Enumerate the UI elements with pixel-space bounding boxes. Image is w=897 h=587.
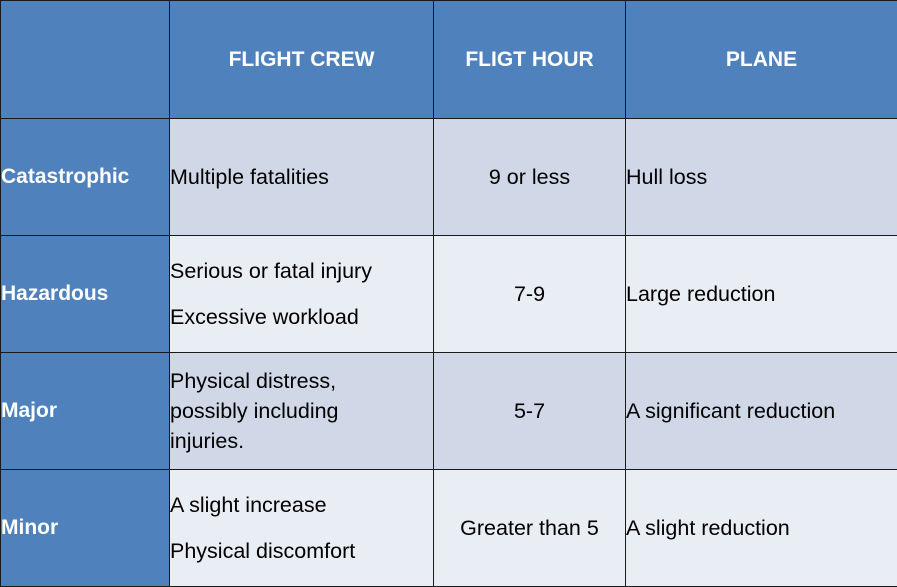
table-row-hazardous xyxy=(1,236,897,353)
flight-crew-cell xyxy=(170,470,434,587)
plane-cell: A significant reduction xyxy=(626,353,897,470)
plane-cell: Hull loss xyxy=(626,119,897,236)
header-plane: PLANE xyxy=(626,1,897,119)
flight-crew-line: A slight increase xyxy=(170,493,327,517)
flight-crew-cell xyxy=(170,119,434,236)
flight-crew-line: Serious or fatal injury xyxy=(170,259,372,283)
plane-cell: Large reduction xyxy=(626,236,897,353)
flight-crew-cell xyxy=(170,353,434,470)
severity-label: Major xyxy=(1,353,170,470)
header-flight-hour: FLIGT HOUR xyxy=(434,1,626,119)
flight-hour-cell: Greater than 5 xyxy=(434,470,626,587)
table-row-major xyxy=(1,353,897,470)
flight-hour-cell: 5-7 xyxy=(434,353,626,470)
flight-crew-cell xyxy=(170,236,434,353)
flight-crew-line: Multiple fatalities xyxy=(170,165,329,189)
table-row-catastrophic xyxy=(1,119,897,236)
plane-cell: A slight reduction xyxy=(626,470,897,587)
header-corner-cell xyxy=(1,1,170,119)
severity-label: Minor xyxy=(1,470,170,587)
header-row xyxy=(1,1,897,119)
flight-hour-cell: 7-9 xyxy=(434,236,626,353)
flight-crew-line: Excessive workload xyxy=(170,305,359,329)
severity-label: Hazardous xyxy=(1,236,170,353)
flight-crew-line: Physical distress, xyxy=(170,369,337,393)
header-flight-crew: FLIGHT CREW xyxy=(170,1,434,119)
flight-crew-line: possibly including xyxy=(170,399,339,423)
flight-hour-cell: 9 or less xyxy=(434,119,626,236)
severity-label: Catastrophic xyxy=(1,119,170,236)
flight-crew-line: Physical discomfort xyxy=(170,539,356,563)
flight-crew-line: injuries. xyxy=(170,429,245,453)
table-row-minor xyxy=(1,470,897,587)
